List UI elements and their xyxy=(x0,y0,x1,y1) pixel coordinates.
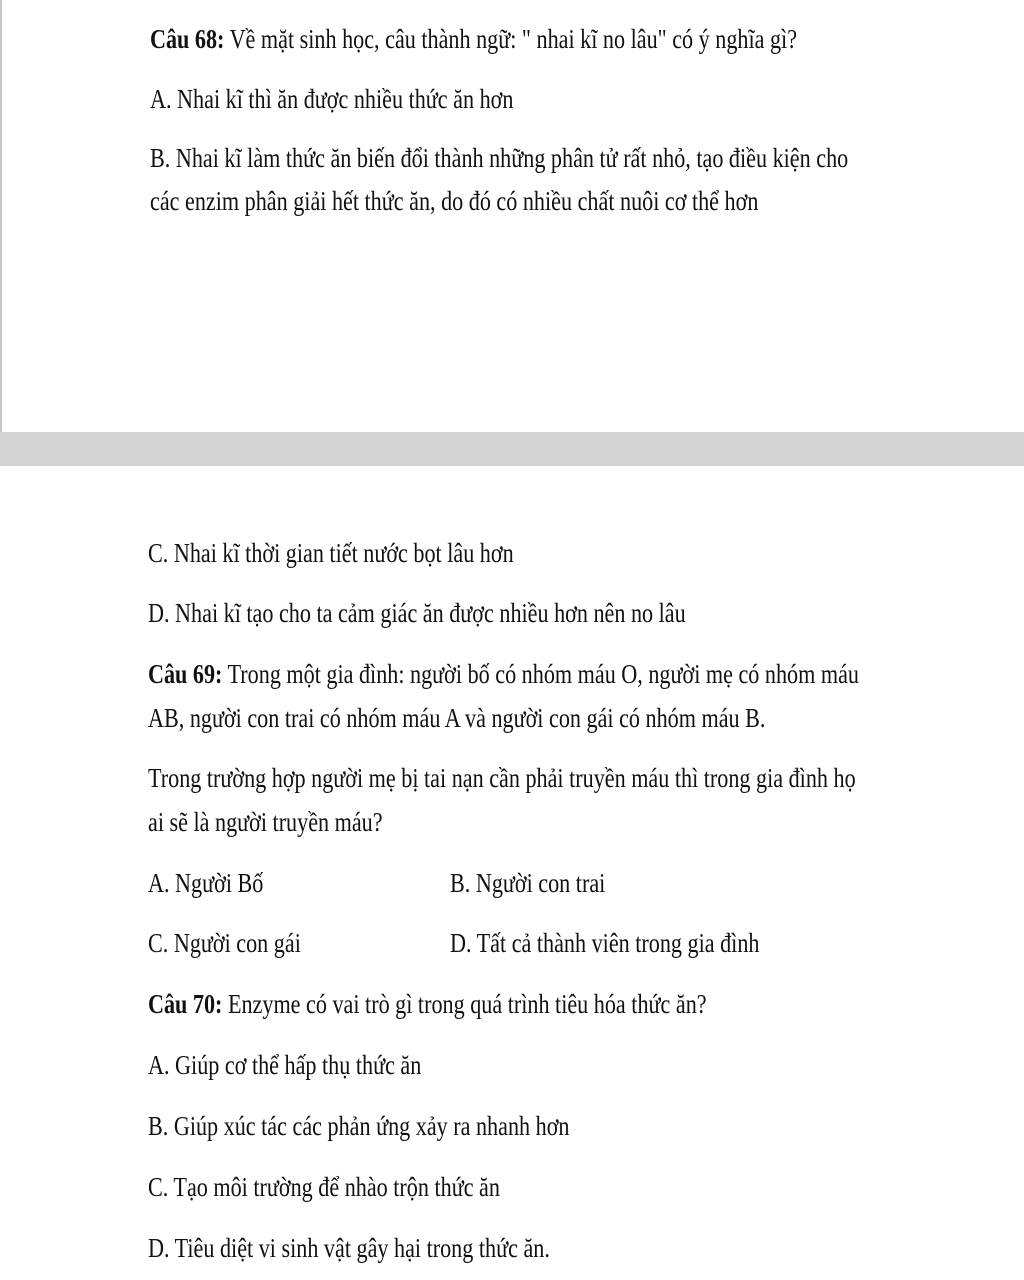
question-70-option-d: D. Tiêu diệt vi sinh vật gây hại trong thức ăn. xyxy=(148,1233,550,1263)
question-68-label: Câu 68: xyxy=(150,24,225,54)
question-69-stem-line-1 xyxy=(148,657,859,691)
question-70-option-a: A. Giúp cơ thể hấp thụ thức ăn xyxy=(148,1050,422,1080)
question-69-option-b: B. Người con trai xyxy=(450,868,606,898)
question-68-option-a: A. Nhai kĩ thì ăn được nhiều thức ăn hơn xyxy=(150,84,514,114)
question-69-stem-line-2: AB, người con trai có nhóm máu A và người con gái có nhóm máu B. xyxy=(148,703,766,733)
question-68-option-c: C. Nhai kĩ thời gian tiết nước bọt lâu hơn xyxy=(148,538,514,568)
question-68-option-d: D. Nhai kĩ tạo cho ta cảm giác ăn được nhiều hơn nên no lâu xyxy=(148,598,686,628)
question-69-option-c: C. Người con gái xyxy=(148,928,301,958)
question-69-stem-line-3: Trong trường hợp người mẹ bị tai nạn cần phải truyền máu thì trong gia đình họ xyxy=(148,763,856,793)
question-69-option-a: A. Người Bố xyxy=(148,868,264,898)
question-69-option-d: D. Tất cả thành viên trong gia đình xyxy=(450,928,760,958)
question-68-stem xyxy=(150,22,797,56)
question-69-text-line-1: Trong một gia đình: người bố có nhóm máu O, người mẹ có nhóm máu xyxy=(227,659,859,689)
question-69-stem-line-4: ai sẽ là người truyền máu? xyxy=(148,807,383,837)
page-1 xyxy=(0,0,1024,432)
question-68-option-b-line-2: các enzim phân giải hết thức ăn, do đó có nhiều chất nuôi cơ thể hơn xyxy=(150,186,759,216)
question-68-option-b-line-1: B. Nhai kĩ làm thức ăn biến đổi thành những phân tử rất nhỏ, tạo điều kiện cho xyxy=(150,143,849,173)
question-69-label: Câu 69: xyxy=(148,659,223,689)
question-70-text: Enzyme có vai trò gì trong quá trình tiêu hóa thức ăn? xyxy=(227,989,707,1019)
question-70-stem xyxy=(148,987,707,1021)
question-68-text: Về mặt sinh học, câu thành ngữ: " nhai kĩ no lâu" có ý nghĩa gì? xyxy=(229,24,798,54)
question-70-option-c: C. Tạo môi trường để nhào trộn thức ăn xyxy=(148,1172,500,1202)
page-2 xyxy=(0,466,1024,1280)
question-70-option-b: B. Giúp xúc tác các phản ứng xảy ra nhanh hơn xyxy=(148,1111,570,1141)
question-70-label: Câu 70: xyxy=(148,989,223,1019)
